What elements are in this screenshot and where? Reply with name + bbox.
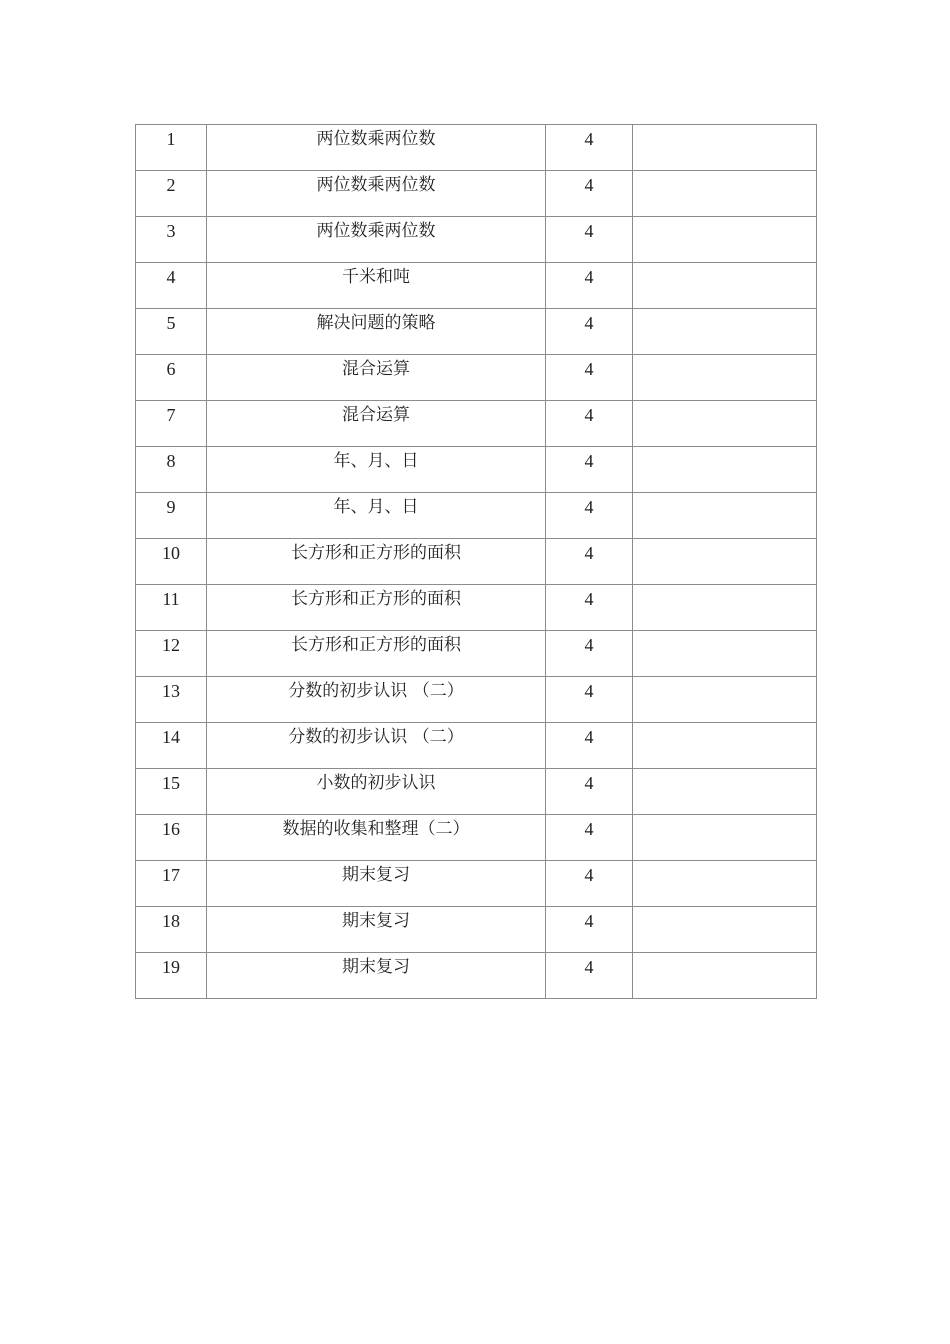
- table-row: [136, 171, 817, 217]
- hours-cell-text: 4: [584, 497, 594, 517]
- topic-cell-text: 解决问题的策略: [316, 313, 436, 333]
- table-row: [136, 769, 817, 815]
- note-cell: [633, 355, 817, 401]
- week-number-cell: [136, 217, 207, 263]
- topic-cell: [207, 309, 546, 355]
- hours-cell: [546, 355, 633, 401]
- table-row: [136, 125, 817, 171]
- teaching-schedule-table: [135, 124, 817, 999]
- week-number-cell-text: 16: [162, 819, 180, 839]
- hours-cell: [546, 631, 633, 677]
- table-row: [136, 815, 817, 861]
- note-cell: [633, 631, 817, 677]
- note-cell-text: [633, 769, 816, 770]
- note-cell: [633, 539, 817, 585]
- topic-cell-text: 两位数乘两位数: [316, 221, 436, 241]
- week-number-cell: [136, 263, 207, 309]
- topic-cell: [207, 539, 546, 585]
- hours-cell-text: 4: [584, 589, 594, 609]
- table-row: [136, 217, 817, 263]
- hours-cell: [546, 769, 633, 815]
- topic-cell: [207, 861, 546, 907]
- topic-cell: [207, 815, 546, 861]
- table-row: [136, 401, 817, 447]
- week-number-cell: [136, 723, 207, 769]
- week-number-cell: [136, 907, 207, 953]
- note-cell: [633, 953, 817, 999]
- topic-cell-text: 期末复习: [342, 911, 410, 931]
- week-number-cell-text: 5: [166, 313, 176, 333]
- table-row: [136, 953, 817, 999]
- week-number-cell: [136, 677, 207, 723]
- hours-cell: [546, 493, 633, 539]
- hours-cell-text: 4: [584, 865, 594, 885]
- week-number-cell-text: 12: [162, 635, 180, 655]
- note-cell: [633, 309, 817, 355]
- week-number-cell: [136, 309, 207, 355]
- topic-cell: [207, 125, 546, 171]
- topic-cell-text: 千米和吨: [342, 267, 410, 287]
- week-number-cell-text: 11: [162, 589, 180, 609]
- note-cell-text: [633, 447, 816, 448]
- topic-cell: [207, 631, 546, 677]
- week-number-cell-text: 14: [162, 727, 180, 747]
- week-number-cell: [136, 493, 207, 539]
- hours-cell: [546, 309, 633, 355]
- topic-cell-text: 期末复习: [342, 865, 410, 885]
- hours-cell: [546, 953, 633, 999]
- note-cell-text: [633, 861, 816, 862]
- week-number-cell: [136, 861, 207, 907]
- table-row: [136, 861, 817, 907]
- note-cell-text: [633, 677, 816, 678]
- hours-cell-text: 4: [584, 451, 594, 471]
- topic-cell: [207, 171, 546, 217]
- week-number-cell: [136, 125, 207, 171]
- hours-cell-text: 4: [584, 267, 594, 287]
- topic-cell-text: 混合运算: [342, 359, 410, 379]
- hours-cell-text: 4: [584, 221, 594, 241]
- note-cell: [633, 585, 817, 631]
- week-number-cell-text: 9: [166, 497, 176, 517]
- topic-cell: [207, 447, 546, 493]
- schedule-table-body: [136, 125, 817, 999]
- week-number-cell-text: 8: [166, 451, 176, 471]
- week-number-cell: [136, 631, 207, 677]
- table-row: [136, 355, 817, 401]
- note-cell-text: [633, 309, 816, 310]
- table-row: [136, 907, 817, 953]
- week-number-cell-text: 10: [162, 543, 180, 563]
- note-cell: [633, 263, 817, 309]
- hours-cell-text: 4: [584, 405, 594, 425]
- hours-cell-text: 4: [584, 313, 594, 333]
- hours-cell-text: 4: [584, 957, 594, 977]
- note-cell-text: [633, 171, 816, 172]
- week-number-cell-text: 4: [166, 267, 176, 287]
- hours-cell-text: 4: [584, 819, 594, 839]
- note-cell-text: [633, 125, 816, 126]
- week-number-cell-text: 7: [166, 405, 176, 425]
- table-row: [136, 263, 817, 309]
- note-cell-text: [633, 217, 816, 218]
- topic-cell: [207, 677, 546, 723]
- hours-cell: [546, 401, 633, 447]
- hours-cell-text: 4: [584, 359, 594, 379]
- note-cell: [633, 723, 817, 769]
- hours-cell-text: 4: [584, 635, 594, 655]
- week-number-cell-text: 3: [166, 221, 176, 241]
- week-number-cell: [136, 769, 207, 815]
- hours-cell: [546, 263, 633, 309]
- note-cell: [633, 677, 817, 723]
- note-cell-text: [633, 263, 816, 264]
- week-number-cell: [136, 355, 207, 401]
- week-number-cell-text: 6: [166, 359, 176, 379]
- hours-cell-text: 4: [584, 681, 594, 701]
- hours-cell: [546, 585, 633, 631]
- topic-cell: [207, 907, 546, 953]
- table-row: [136, 447, 817, 493]
- table-row: [136, 677, 817, 723]
- week-number-cell: [136, 585, 207, 631]
- table-row: [136, 493, 817, 539]
- topic-cell-text: 分数的初步认识 （二）: [288, 727, 464, 747]
- topic-cell-text: 两位数乘两位数: [316, 129, 436, 149]
- topic-cell: [207, 953, 546, 999]
- hours-cell: [546, 723, 633, 769]
- topic-cell-text: 数据的收集和整理（二）: [282, 819, 470, 839]
- hours-cell: [546, 171, 633, 217]
- note-cell-text: [633, 815, 816, 816]
- topic-cell: [207, 723, 546, 769]
- table-row: [136, 585, 817, 631]
- topic-cell: [207, 217, 546, 263]
- week-number-cell: [136, 815, 207, 861]
- note-cell-text: [633, 723, 816, 724]
- note-cell-text: [633, 355, 816, 356]
- note-cell-text: [633, 401, 816, 402]
- note-cell: [633, 125, 817, 171]
- topic-cell: [207, 769, 546, 815]
- hours-cell: [546, 217, 633, 263]
- note-cell: [633, 401, 817, 447]
- hours-cell: [546, 815, 633, 861]
- note-cell-text: [633, 953, 816, 954]
- table-row: [136, 539, 817, 585]
- hours-cell: [546, 677, 633, 723]
- note-cell-text: [633, 585, 816, 586]
- note-cell: [633, 171, 817, 217]
- week-number-cell-text: 15: [162, 773, 180, 793]
- hours-cell-text: 4: [584, 773, 594, 793]
- note-cell: [633, 769, 817, 815]
- week-number-cell: [136, 401, 207, 447]
- note-cell-text: [633, 631, 816, 632]
- week-number-cell-text: 2: [166, 175, 176, 195]
- note-cell: [633, 861, 817, 907]
- week-number-cell: [136, 171, 207, 217]
- hours-cell: [546, 125, 633, 171]
- topic-cell-text: 年、月、日: [333, 451, 419, 471]
- topic-cell: [207, 263, 546, 309]
- week-number-cell: [136, 953, 207, 999]
- topic-cell-text: 分数的初步认识 （二）: [288, 681, 464, 701]
- hours-cell-text: 4: [584, 911, 594, 931]
- table-row: [136, 631, 817, 677]
- topic-cell-text: 长方形和正方形的面积: [291, 635, 461, 655]
- note-cell: [633, 493, 817, 539]
- note-cell: [633, 815, 817, 861]
- table-row: [136, 723, 817, 769]
- week-number-cell-text: 17: [162, 865, 180, 885]
- hours-cell-text: 4: [584, 175, 594, 195]
- note-cell: [633, 907, 817, 953]
- topic-cell-text: 两位数乘两位数: [316, 175, 436, 195]
- week-number-cell: [136, 447, 207, 493]
- hours-cell-text: 4: [584, 129, 594, 149]
- topic-cell: [207, 355, 546, 401]
- week-number-cell-text: 18: [162, 911, 180, 931]
- topic-cell-text: 小数的初步认识: [316, 773, 436, 793]
- note-cell-text: [633, 907, 816, 908]
- note-cell: [633, 447, 817, 493]
- hours-cell-text: 4: [584, 543, 594, 563]
- topic-cell-text: 年、月、日: [333, 497, 419, 517]
- hours-cell: [546, 539, 633, 585]
- topic-cell: [207, 493, 546, 539]
- hours-cell: [546, 907, 633, 953]
- note-cell-text: [633, 493, 816, 494]
- week-number-cell: [136, 539, 207, 585]
- topic-cell: [207, 585, 546, 631]
- topic-cell: [207, 401, 546, 447]
- week-number-cell-text: 13: [162, 681, 180, 701]
- note-cell-text: [633, 539, 816, 540]
- hours-cell-text: 4: [584, 727, 594, 747]
- hours-cell: [546, 861, 633, 907]
- table-row: [136, 309, 817, 355]
- week-number-cell-text: 19: [162, 957, 180, 977]
- hours-cell: [546, 447, 633, 493]
- topic-cell-text: 长方形和正方形的面积: [291, 589, 461, 609]
- topic-cell-text: 期末复习: [342, 957, 410, 977]
- week-number-cell-text: 1: [166, 129, 176, 149]
- topic-cell-text: 混合运算: [342, 405, 410, 425]
- topic-cell-text: 长方形和正方形的面积: [291, 543, 461, 563]
- note-cell: [633, 217, 817, 263]
